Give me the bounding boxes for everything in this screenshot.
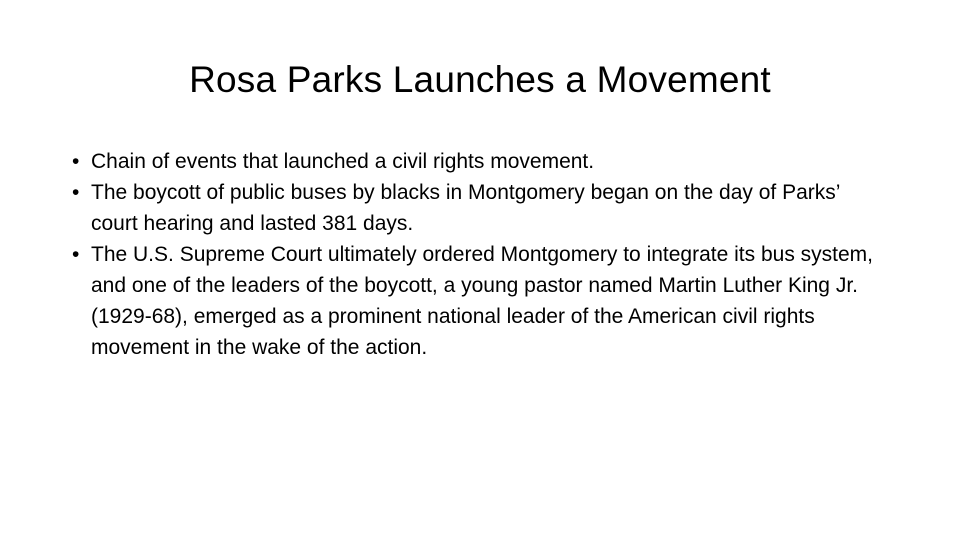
bullet-item <box>72 146 892 177</box>
bullet-text: Chain of events that launched a civil rights movement. <box>91 150 595 173</box>
bullet-glyph: • <box>72 181 80 204</box>
bullet-text: The U.S. Supreme Court ultimately ordered Montgomery to integrate its bus system, and one of the leaders of the boycott, a young pastor named Martin Luther King Jr. (1929-68), emerged as a prominent national leader of the American civil rights movement in the wake of the action. <box>91 243 873 359</box>
bullet-list <box>72 146 892 363</box>
slide-title: Rosa Parks Launches a Movement <box>189 59 771 100</box>
bullet-glyph: • <box>72 150 80 173</box>
bullet-glyph: • <box>72 243 80 266</box>
bullet-item <box>72 239 892 363</box>
bullet-text: The boycott of public buses by blacks in Montgomery began on the day of Parks’ court hearing and lasted 381 days. <box>91 181 840 235</box>
bullet-item <box>72 177 892 239</box>
